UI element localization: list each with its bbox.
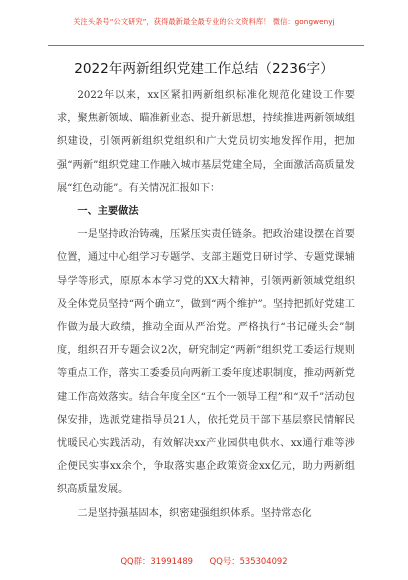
header-note: 关注头条号“公文研究”，获得最新最全最专业的公文资料库！ 微信：gongwenyj xyxy=(73,17,335,26)
header-divider xyxy=(48,45,364,46)
intro-paragraph: 2022年以来，xx区紧扣两新组织标准化规范化建设工作要求，聚焦新领域、瞄准新业态、提升新思想，持续推进两新领域组织建设，引领两新组织党组织和广大党员切实地发挥作用，把加强“两新”组织党建工作融入城市基层党建全局，全面激活高质量发展“红色动能”。有关情况汇报如下： xyxy=(57,90,355,194)
footer-contact: QQ群：31991489 QQ号：535304092 xyxy=(120,556,288,566)
document-title: 2022年两新组织党建工作总结（2236字） xyxy=(74,61,334,77)
section-heading: 一、主要做法 xyxy=(77,206,139,218)
body-paragraph: 一是坚持政治铸魂，压紧压实责任链条。把政治建设摆在首要位置，通过中心组学习专题学、支部主题党日研讨学、专题党课辅导学等形式，原原本本学习党的XX大精神，引领两新领域党组织及全体党员坚持“两个确立”，做到“两个维护”。坚持把抓好党建工作做为最大政绩，推动全面从严治党。严格执行“书记碰头会”制度，组织召开专题会议2次，研究制定“两新”组织党工委运行规则等重点工作，落实工委委员向两新工委年度述职制度，推动两新党建工作高效落实。结合年度全区“五个一领导工程”和“双千”活动包保安排，选派党建指导员21人，依托党员干部下基层察民情解民忧暖民心实践活动，有效解决xx产业园供电供水、xx通行难等涉企便民实事xx余个，争取落实惠企政策资金xx亿元，助力两新组织高质量发展。 xyxy=(57,229,355,496)
body-paragraph: 二是坚持强基固本，织密建强组织体系。坚持常态化 xyxy=(77,507,312,519)
document-body xyxy=(57,84,355,525)
